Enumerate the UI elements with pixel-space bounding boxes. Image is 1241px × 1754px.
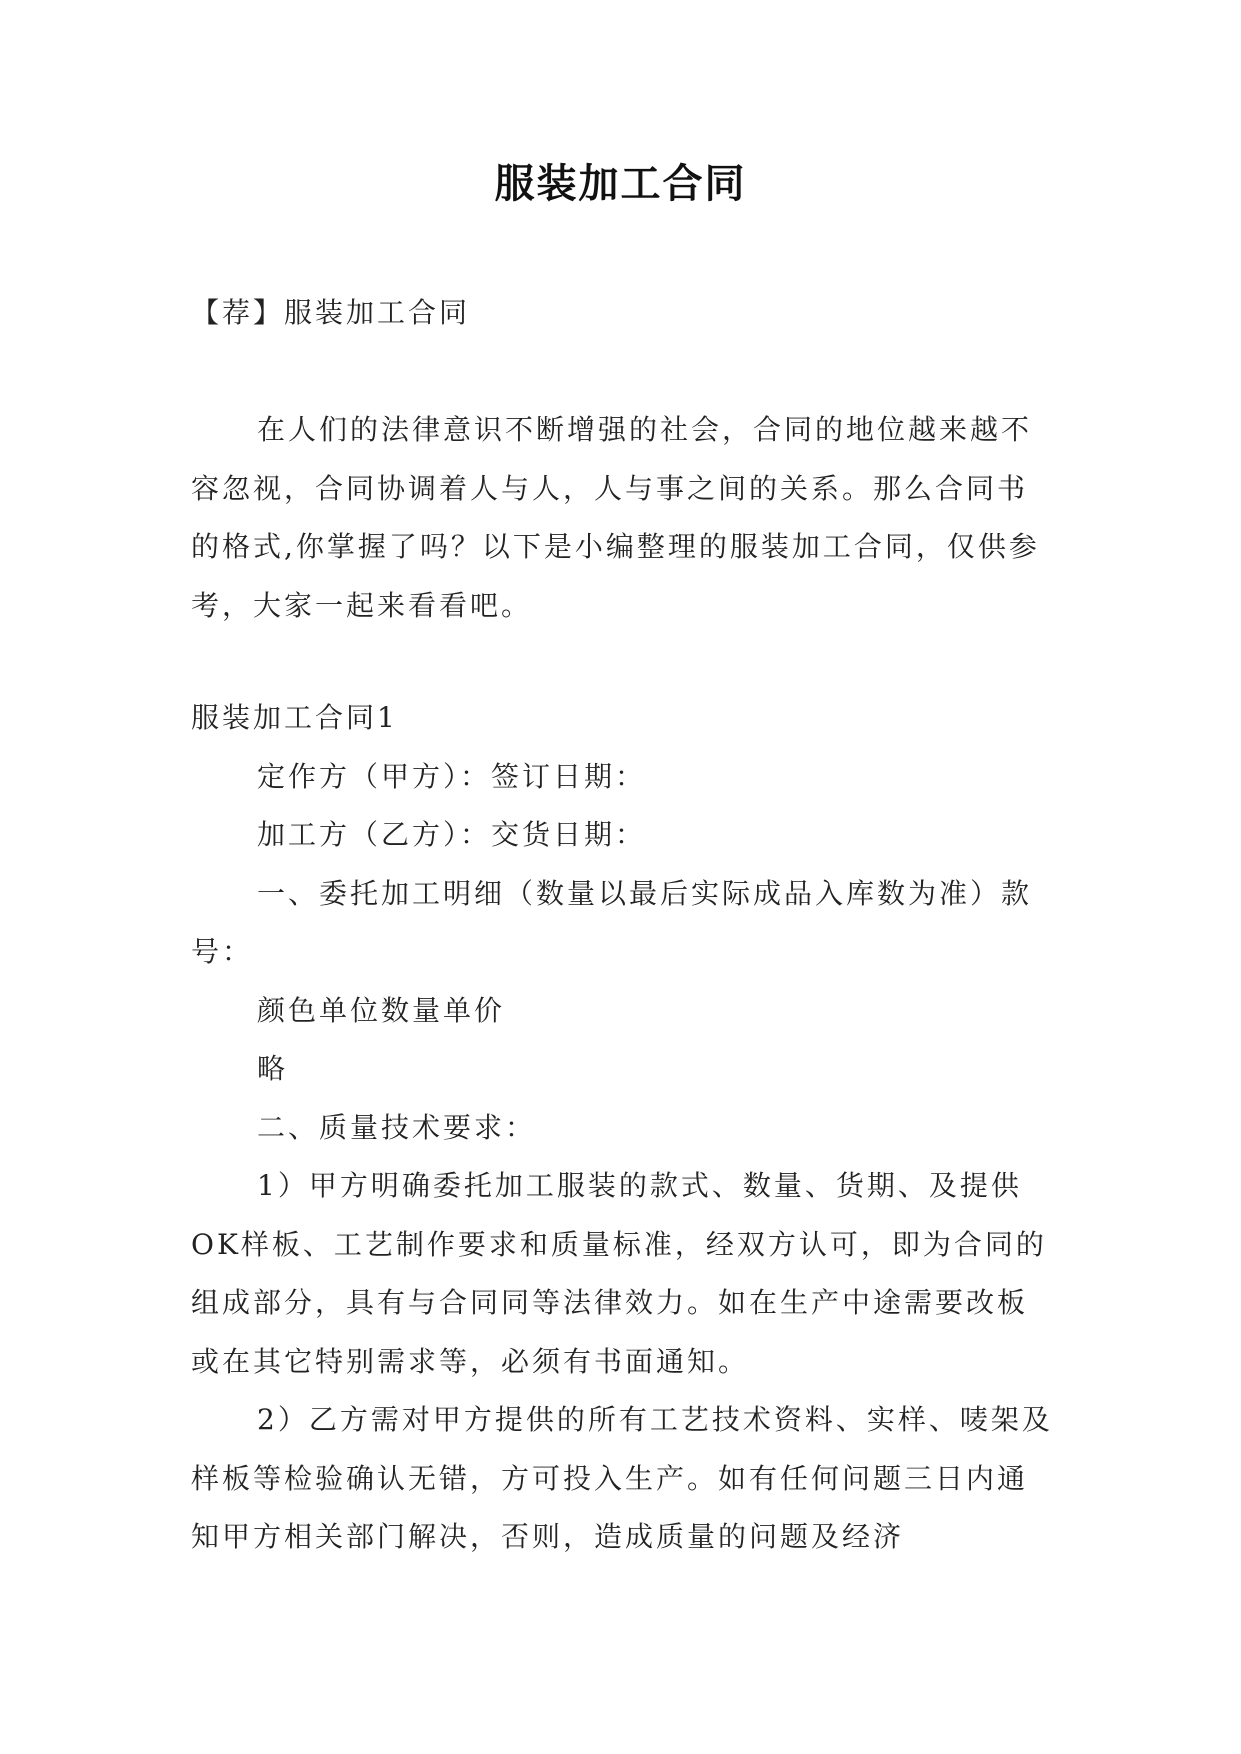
- intro-paragraph: 在人们的法律意识不断增强的社会，合同的地位越来越不容忽视，合同协调着人与人，人与事之间的关系。那么合同书的格式,你掌握了吗？以下是小编整理的服装加工合同，仅供参考，大家一起来看看吧。: [191, 413, 1040, 622]
- party-a-line: 定作方（甲方）：签订日期：: [257, 759, 647, 793]
- clause-1-paragraph: 1）甲方明确委托加工服装的款式、数量、货期、及提供OK样板、工艺制作要求和质量标准，经双方认可，即为合同的组成部分，具有与合同同等法律效力。如在生产中途需要改板或在其它特别需求等，必须有书面通知。: [191, 1169, 1047, 1378]
- section-1-heading: 一、委托加工明细（数量以最后实际成品入库数为准）款号：: [191, 876, 1033, 968]
- contract-heading: 服装加工合同1: [191, 701, 398, 734]
- clause-2-paragraph: 2）乙方需对甲方提供的所有工艺技术资料、实样、唛架及样板等检验确认无错，方可投入生产。如有任何问题三日内通知甲方相关部门解决，否则，造成质量的问题及经济: [191, 1403, 1053, 1553]
- document-title: 服装加工合同: [494, 161, 747, 207]
- intro-section: [191, 401, 1057, 635]
- table-headers-line: 颜色单位数量单价: [257, 993, 506, 1027]
- section-2-heading: 二、质量技术要求：: [257, 1110, 537, 1144]
- recommend-text: 【荐】服装加工合同: [191, 296, 471, 329]
- table-omitted-line: 略: [257, 1052, 289, 1085]
- recommend-line: [191, 284, 1057, 343]
- party-b-line: 加工方（乙方）：交货日期：: [257, 818, 647, 851]
- contract-body: [191, 689, 1057, 1567]
